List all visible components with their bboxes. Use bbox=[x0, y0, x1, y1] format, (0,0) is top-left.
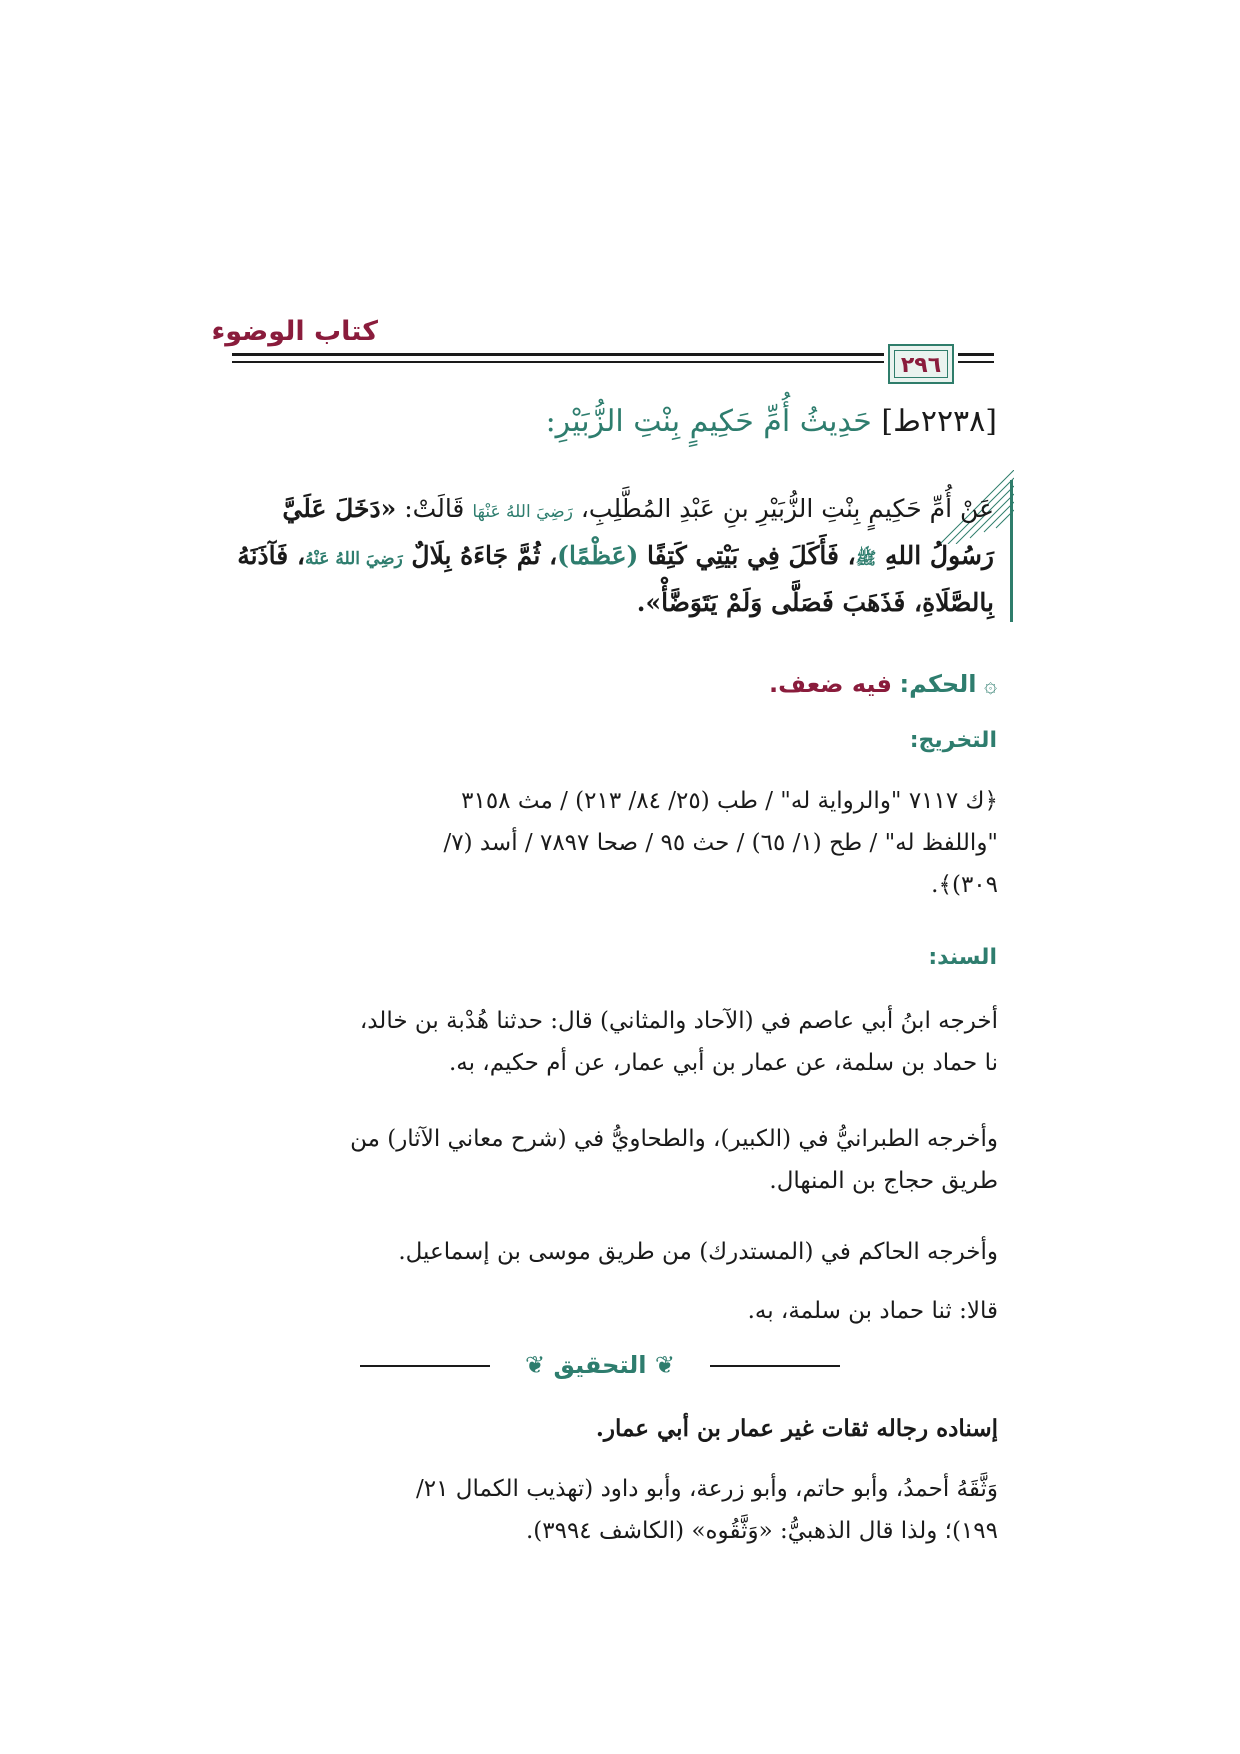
header-rule-bottom-left bbox=[232, 361, 884, 363]
book-title: كتاب الوضوء bbox=[211, 316, 378, 347]
page-number-frame bbox=[888, 344, 954, 384]
ornament-right-icon: ❦ bbox=[654, 1351, 675, 1379]
hadith-said: قَالَتْ: bbox=[396, 494, 473, 523]
hadith-line-2 bbox=[234, 534, 994, 581]
hadith-line-2c: ، ثُمَّ جَاءَهُ بِلَالٌ bbox=[402, 541, 558, 570]
sanad-p1-line-1: أخرجه ابنُ أبي عاصم في (الآحاد والمثاني) قال: حدثنا هُدْبة بن خالد، bbox=[359, 1008, 998, 1034]
takhrij-line-2: "واللفظ له" / طح (١/ ٦٥) / حث ٩٥ / صحا ٧٨٩٧ / أسد (٧/ bbox=[443, 830, 998, 856]
header-rule-top-left bbox=[232, 353, 884, 356]
page-number: ٢٩٦ bbox=[900, 353, 942, 378]
takhrij-line-3: ٣٠٩)﴾. bbox=[931, 872, 998, 898]
hadith-text bbox=[234, 487, 994, 625]
header-rule-bottom-right bbox=[958, 361, 994, 363]
sanad-paragraph-2 bbox=[228, 1118, 998, 1202]
salawat-symbol: ﷺ bbox=[855, 549, 877, 569]
flower-ornament-icon: ۞ bbox=[984, 673, 997, 698]
ornament-left-icon: ❦ bbox=[525, 1351, 546, 1379]
sanad-p1-line-2: نا حماد بن سلمة، عن عمار بن أبي عمار، عن أم حكيم، به. bbox=[448, 1050, 998, 1076]
ruling-label: الحكم: bbox=[899, 670, 977, 698]
header-rule-top-right bbox=[958, 353, 994, 356]
hadith-gloss: (عَظْمًا) bbox=[557, 541, 639, 570]
hadith-line-2d: ، فَآذَنَهُ bbox=[237, 541, 306, 570]
hadith-line-3: بِالصَّلَاةِ، فَذَهَبَ فَصَلَّى وَلَمْ يَتَوَضَّأْ». bbox=[636, 588, 994, 617]
tahqiq-paragraph bbox=[228, 1468, 998, 1552]
tahqiq-heading-wrap bbox=[360, 1345, 840, 1385]
takhrij-text bbox=[228, 780, 998, 906]
hadith-line-1 bbox=[234, 487, 994, 534]
hadith-line-2a: رَسُولُ اللهِ bbox=[876, 541, 994, 570]
hadith-title: حَدِيثُ أُمِّ حَكِيمٍ بِنْتِ الزُّبَيْرِ: bbox=[545, 404, 872, 439]
tahqiq-line-2: ١٩٩)؛ ولذا قال الذهبيُّ: «وَثَّقُوه» (الكاشف ٣٩٩٤). bbox=[525, 1518, 998, 1544]
honorific-symbol-2: رَضِيَ اللهُ عَنْهُ bbox=[305, 549, 403, 569]
hadith-line-2b: ، فَأَكَلَ فِي بَيْتِي كَتِفًا bbox=[638, 541, 856, 570]
sanad-p2-line-1: وأخرجه الطبرانيُّ في (الكبير)، والطحاويُّ في (شرح معاني الآثار) من bbox=[350, 1126, 998, 1152]
sanad-heading: السند: bbox=[928, 945, 997, 970]
hadith-quote-start: «دَخَلَ عَلَيَّ bbox=[282, 494, 397, 523]
ruling bbox=[297, 670, 997, 698]
tahqiq-heading: التحقيق bbox=[553, 1351, 647, 1379]
tahqiq-line-1: وَثَّقَهُ أحمدُ، وأبو حاتم، وأبو زرعة، وأبو داود (تهذيب الكمال ٢١/ bbox=[416, 1476, 998, 1502]
sanad-paragraph-3: وأخرجه الحاكم في (المستدرك) من طريق موسى بن إسماعيل. bbox=[398, 1239, 998, 1265]
tahqiq-verdict: إسناده رجاله ثقات غير عمار بن أبي عمار. bbox=[595, 1415, 998, 1442]
ruling-value: فيه ضعف. bbox=[769, 670, 892, 698]
hadith-number: [٢٢٣٨ط] bbox=[881, 404, 997, 439]
sanad-paragraph-4: قالا: ثنا حماد بن سلمة، به. bbox=[747, 1298, 998, 1324]
tahqiq-divider bbox=[360, 1345, 840, 1385]
honorific-symbol: رَضِيَ اللهُ عَنْهَا bbox=[472, 502, 573, 522]
sanad-p2-line-2: طريق حجاج بن المنهال. bbox=[769, 1168, 998, 1194]
sanad-paragraph-1 bbox=[228, 1000, 998, 1084]
hadith-heading bbox=[197, 404, 997, 439]
takhrij-line-1: ﴿ك ٧١١٧ "والرواية له" / طب (٢٥/ ٨٤/ ٢١٣) / مث ٣١٥٨ bbox=[461, 788, 998, 814]
hadith-narrator: عَنْ أُمِّ حَكِيمٍ بِنْتِ الزُّبَيْرِ بنِ عَبْدِ المُطَّلِبِ، bbox=[572, 494, 994, 523]
takhrij-heading: التخريج: bbox=[909, 728, 997, 753]
